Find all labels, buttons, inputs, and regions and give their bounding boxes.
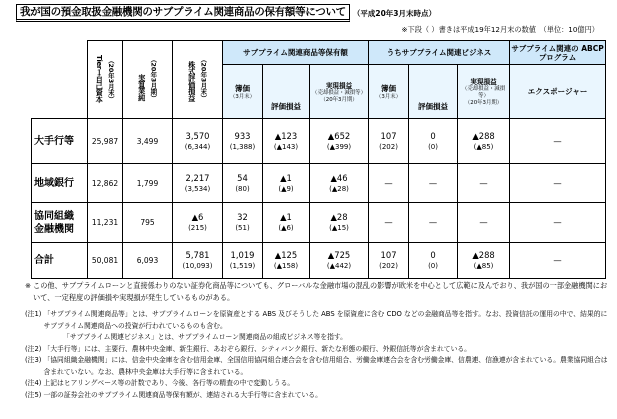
cell-stock-value: 3,570 — [185, 130, 210, 141]
cell-real-loss-prev: (▲15) — [329, 224, 349, 232]
cell-stock-prev: (3,534) — [184, 184, 211, 193]
table-row — [32, 119, 606, 164]
cell-biz-val-value: 0 — [430, 250, 436, 260]
cell-biz-book-prev: (202) — [379, 262, 398, 270]
cell-biz-val: ― — [409, 164, 458, 203]
header-realized-loss — [310, 65, 369, 119]
cell-biz-real-prev: (▲85) — [473, 262, 494, 270]
header-biz-book-value-label: 簿価 — [381, 83, 397, 93]
header-realized-loss-label: 実現損益 — [325, 81, 353, 90]
cell-stock-value: 5,781 — [185, 250, 210, 260]
footnote-main — [25, 280, 610, 304]
footnote-5-text: 一部の証券会社のサブプライム関連商品等保有額が、連結される大手行等に含まれている。 — [43, 390, 322, 399]
cell-abcp: ― — [510, 203, 606, 243]
footnotes — [25, 280, 610, 401]
cell-abcp: ― — [510, 164, 606, 203]
cell-biz-real-value: ▲288 — [472, 130, 495, 141]
cell-net-profit: 795 — [123, 203, 173, 243]
cell-real-loss — [310, 243, 369, 279]
table-row-total — [32, 243, 606, 279]
header-tier1-sub: （20年3月末） — [106, 56, 115, 103]
cell-val-loss — [263, 203, 310, 243]
cell-tier1: 11,231 — [88, 203, 123, 243]
cell-book-value: 54 — [237, 172, 248, 183]
cell-abcp: ― — [510, 119, 606, 164]
cell-net-profit: 3,499 — [123, 119, 173, 164]
header-corner — [32, 41, 88, 119]
cell-stock-value: 2,217 — [185, 172, 210, 183]
header-valuation-loss-label: 評価損益 — [271, 102, 301, 111]
header-biz-book-value — [369, 65, 409, 119]
header-tier1 — [88, 41, 123, 119]
footnote-3 — [25, 355, 610, 378]
cell-stock — [173, 164, 223, 203]
page-title: 我が国の預金取扱金融機関のサブプライム関連商品の保有額等について — [16, 4, 350, 22]
cell-stock — [173, 203, 223, 243]
header-realized-loss-sub2: （20年3月期） — [320, 96, 358, 103]
footnote-4-mark: (注4) — [25, 379, 42, 387]
cell-book — [223, 164, 263, 203]
footnote-1 — [25, 309, 610, 332]
cell-real-loss-prev: (▲28) — [329, 184, 349, 193]
cell-val-loss-value: ▲1 — [280, 212, 292, 222]
row-label: 大手行等 — [32, 119, 88, 164]
cell-biz-real-prev: (▲85) — [473, 142, 494, 151]
cell-tier1: 50,081 — [88, 243, 123, 279]
footnote-3-text: 「協同組織金融機関」には、信金中央金庫を含む信用金庫、全国信用協同組合連合会を含む信用組合、労働金庫連合会を含む労働金庫、信農連、信漁連が含まれている。農業協同組合は含まれていない。なお、農林中央金庫は大手行等に含まれている。 — [43, 356, 608, 376]
cell-abcp: ― — [510, 243, 606, 279]
cell-real-loss-prev: (▲399) — [326, 142, 352, 151]
footnote-1-text: 「サブプライム関連商品等」とは、サブプライムローンを原資産とする ABS 及びそうした ABS を原資産に含む CDO などの金融商品等を指す。なお、投資信託の運用の中で、結果的にサブプライム関連商品への投資が行われているものも含む。 — [43, 310, 608, 330]
footnote-1-mark: (注1) — [25, 310, 42, 318]
cell-net-profit: 6,093 — [123, 243, 173, 279]
cell-val-loss-value: ▲125 — [274, 250, 298, 260]
cell-stock-prev: (10,093) — [182, 262, 213, 270]
header-realized-loss-sub1: （売却損益・減損等） — [312, 89, 366, 96]
header-stock-gain — [173, 41, 223, 119]
cell-stock — [173, 119, 223, 164]
cell-stock — [173, 243, 223, 279]
row-label-line2: 金融機関 — [34, 223, 74, 235]
header-net-profit — [123, 41, 173, 119]
cell-val-loss-prev: (▲143) — [273, 142, 299, 151]
cell-real-loss-value: ▲725 — [327, 250, 351, 260]
title-area — [16, 4, 436, 22]
cell-stock-prev: (215) — [188, 224, 207, 232]
header-net-profit-label: 実質業純 — [137, 74, 147, 102]
header-biz-realized-loss-sub2: （20年3月期） — [464, 100, 503, 106]
header-exposure: エクスポージャー — [510, 65, 606, 119]
cell-biz-real — [458, 119, 510, 164]
cell-real-loss — [310, 203, 369, 243]
footnote-1b-text: 「サブプライム関連ビジネス」とは、サブプライムローン関連商品の組成ビジネス等を指す。 — [63, 333, 347, 341]
header-subprime-holdings: サブプライム関連商品等保有額 — [223, 41, 369, 65]
header-stock-gain-label: 株式評価損益 — [187, 60, 197, 102]
header-net-profit-sub: （20年3月期） — [149, 55, 158, 102]
cell-real-loss — [310, 119, 369, 164]
cell-real-loss-prev: (▲442) — [326, 262, 352, 270]
footnote-4-text: 上記はヒアリングベース等の計数であり、今後、各行等の精査の中で変動しうる。 — [43, 379, 295, 387]
cell-tier1: 25,987 — [88, 119, 123, 164]
cell-book-prev: (1,519) — [229, 262, 256, 270]
cell-biz-val-prev: (0) — [428, 262, 438, 270]
header-biz-valuation-loss-label: 評価損益 — [418, 102, 449, 111]
cell-biz-book: ― — [369, 164, 409, 203]
row-label-line1: 協同組織 — [34, 210, 74, 222]
cell-real-loss-value: ▲28 — [330, 212, 348, 222]
cell-biz-val: ― — [409, 203, 458, 243]
cell-biz-val — [409, 243, 458, 279]
cell-val-loss-prev: (▲9) — [278, 184, 294, 193]
cell-val-loss-value: ▲123 — [274, 130, 298, 141]
header-tier1-label: Tier１自己資本 — [95, 54, 105, 103]
header-biz-realized-loss — [458, 65, 510, 119]
table-row — [32, 164, 606, 203]
cell-book-value: 1,019 — [230, 250, 255, 260]
footnote-2-mark: (注2) — [25, 344, 42, 353]
cell-biz-book-value: 107 — [380, 250, 397, 260]
header-biz-book-value-sub: （3月末） — [376, 93, 402, 100]
cell-biz-book — [369, 119, 409, 164]
header-book-value-sub: （3月末） — [230, 93, 255, 100]
header-abcp: サブプライム関連の ABCP プログラム — [510, 41, 606, 65]
footnote-1b — [25, 332, 610, 344]
cell-tier1: 12,862 — [88, 164, 123, 203]
header-valuation-loss — [263, 65, 310, 119]
cell-biz-val — [409, 119, 458, 164]
footnote-main-text: この他、サブプライムローンと直接係わりのない証券化商品等についても、グローバルな金融市場の混乱の影響が欧米を中心として広範に及んでおり、我が国の一部金融機関において、一定程度の評価損や実現損が発生しているものがある。 — [33, 281, 608, 302]
cell-real-loss — [310, 164, 369, 203]
cell-real-loss-value: ▲652 — [327, 130, 351, 141]
cell-book-prev: (1,388) — [229, 142, 256, 151]
cell-biz-val-prev: (0) — [428, 142, 438, 151]
cell-net-profit: 1,799 — [123, 164, 173, 203]
footnote-2 — [25, 344, 610, 356]
cell-val-loss-value: ▲1 — [280, 172, 292, 183]
cell-book-value: 933 — [234, 130, 251, 141]
cell-book — [223, 203, 263, 243]
cell-biz-real-value: ▲288 — [472, 250, 495, 260]
header-subprime-business: うちサブプライム関連ビジネス — [369, 41, 510, 65]
row-label: 地域銀行 — [32, 164, 88, 203]
cell-stock-value: ▲6 — [191, 212, 204, 222]
cell-book-value: 32 — [237, 212, 248, 222]
cell-val-loss — [263, 119, 310, 164]
header-biz-realized-loss-label: 実現損益 — [470, 78, 497, 86]
cell-book-prev: (80) — [235, 184, 250, 193]
row-label — [32, 203, 88, 243]
cell-biz-book-prev: (202) — [379, 142, 398, 151]
cell-biz-val-value: 0 — [430, 130, 436, 141]
holdings-table — [31, 40, 606, 279]
footnote-4 — [25, 378, 610, 390]
title-as-of-date: （平成20年3月末時点） — [352, 8, 437, 18]
row-label: 合計 — [32, 243, 88, 279]
footnote-main-mark: ※ — [25, 281, 32, 290]
footnote-3-mark: (注3) — [25, 356, 42, 364]
unit-note: ※下段（ ）書きは平成19年12月末の数値 （単位：10億円） — [401, 25, 599, 34]
table-row — [32, 203, 606, 243]
cell-biz-book-value: 107 — [380, 130, 397, 141]
header-book-value-label: 簿価 — [235, 83, 250, 93]
cell-book-prev: (51) — [235, 224, 250, 232]
cell-biz-real — [458, 243, 510, 279]
cell-val-loss-prev: (▲158) — [273, 262, 299, 270]
cell-biz-book: ― — [369, 203, 409, 243]
cell-book — [223, 243, 263, 279]
cell-biz-real: ― — [458, 164, 510, 203]
cell-val-loss-prev: (▲6) — [278, 224, 294, 232]
header-book-value — [223, 65, 263, 119]
header-biz-realized-loss-sub1: （売却損益・減損等） — [461, 86, 506, 99]
cell-val-loss — [263, 164, 310, 203]
cell-biz-book — [369, 243, 409, 279]
footnote-5 — [25, 390, 610, 402]
cell-stock-prev: (6,344) — [184, 142, 211, 151]
footnote-2-text: 「大手行等」には、主要行、農林中央金庫、新生銀行、あおぞら銀行、シティバンク銀行、新たな形態の銀行、外銀信託等が含まれている。 — [43, 344, 471, 353]
footnote-5-mark: (注5) — [25, 390, 42, 399]
cell-biz-real: ― — [458, 203, 510, 243]
cell-val-loss — [263, 243, 310, 279]
header-biz-valuation-loss — [409, 65, 458, 119]
cell-book — [223, 119, 263, 164]
header-stock-gain-sub: （20年3月末） — [199, 55, 208, 102]
cell-real-loss-value: ▲46 — [330, 172, 348, 183]
